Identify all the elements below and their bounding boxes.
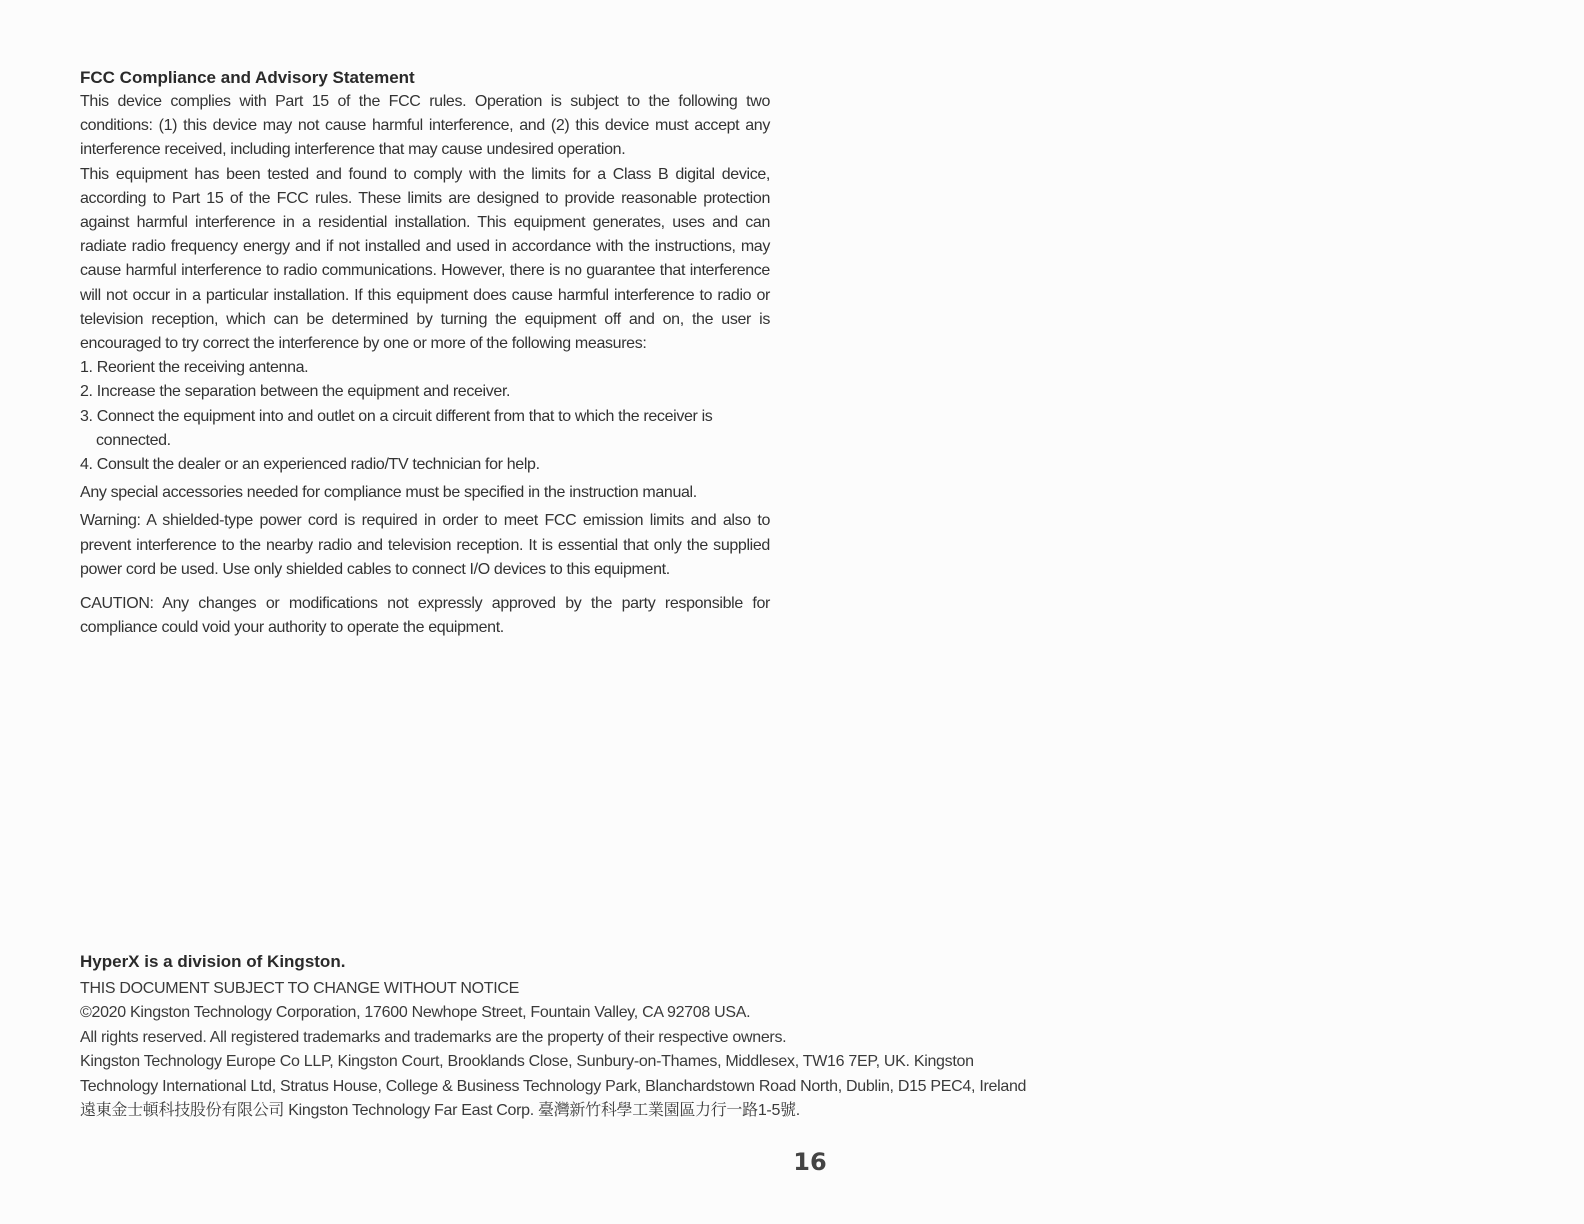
accessories-paragraph: Any special accessories needed for compliance must be specified in the instruction manual. [80,484,697,502]
change-notice: THIS DOCUMENT SUBJECT TO CHANGE WITHOUT NOTICE [80,980,519,997]
fcc-paragraph-class-b: This equipment has been tested and found to comply with the limits for a Class B digital device, according to Part 15 of the FCC rules. These limits are designed to provide reasonable protection against harmful interference in a residential installation. This equipment generates, uses and can radiate radio frequency energy and if not installed and used in accordance with the instructions, may cause harmful interference to radio communications. However, there is no guarantee that interference will not occur in a particular installation. If this equipment does cause harmful interference to radio or television reception, which can be determined by turning the equipment off and on, the user is encouraged to try correct the interference by one or more of the following measures: [80,165,770,353]
europe-address: Kingston Technology Europe Co LLP, Kingston Court, Brooklands Close, Sunbury-on-Thames, Middlesex, TW16 7EP, UK. Kingston [80,1053,974,1071]
caution-paragraph: CAUTION: Any changes or modifications not expressly approved by the party responsible for compliance could void your authority to operate the equipment. [80,595,770,637]
copyright-line: ©2020 Kingston Technology Corporation, 17600 Newhope Street, Fountain Valley, CA 92708 USA. [80,1004,751,1022]
company-footer [80,949,1200,1123]
measure-item: 1. Reorient the receiving antenna. [80,359,309,377]
fcc-statement-section [80,66,770,640]
fcc-heading: FCC Compliance and Advisory Statement [80,68,415,87]
far-east-address: 遠東金士頓科技股份有限公司 Kingston Technology Far East Corp. 臺灣新竹科學工業園區力行一路1-5號. [80,1102,800,1120]
international-address: Technology International Ltd, Stratus House, College & Business Technology Park, Blanchardstown Road North, Dublin, D15 PEC4, Ireland [80,1077,1027,1095]
measure-item: 4. Consult the dealer or an experienced radio/TV technician for help. [80,456,540,474]
measures-list [80,356,770,477]
page-number: 16 [793,1148,827,1176]
footer-heading: HyperX is a division of Kingston. [80,952,346,971]
measure-item: 3. Connect the equipment into and outlet on a circuit different from that to which the receiver is connected. [80,407,713,449]
warning-paragraph: Warning: A shielded-type power cord is required in order to meet FCC emission limits and also to prevent interference to the nearby radio and television reception. It is essential that only the supplied power cord be used. Use only shielded cables to connect I/O devices to this equipment. [80,512,770,578]
rights-line: All rights reserved. All registered trademarks and trademarks are the property of their respective owners. [80,1028,787,1046]
fcc-paragraph-conditions: This device complies with Part 15 of the FCC rules. Operation is subject to the following two conditions: (1) this device may not cause harmful interference, and (2) this device must accept any interference received, including interference that may cause undesired operation. [80,93,770,159]
measure-item: 2. Increase the separation between the equipment and receiver. [80,383,511,401]
